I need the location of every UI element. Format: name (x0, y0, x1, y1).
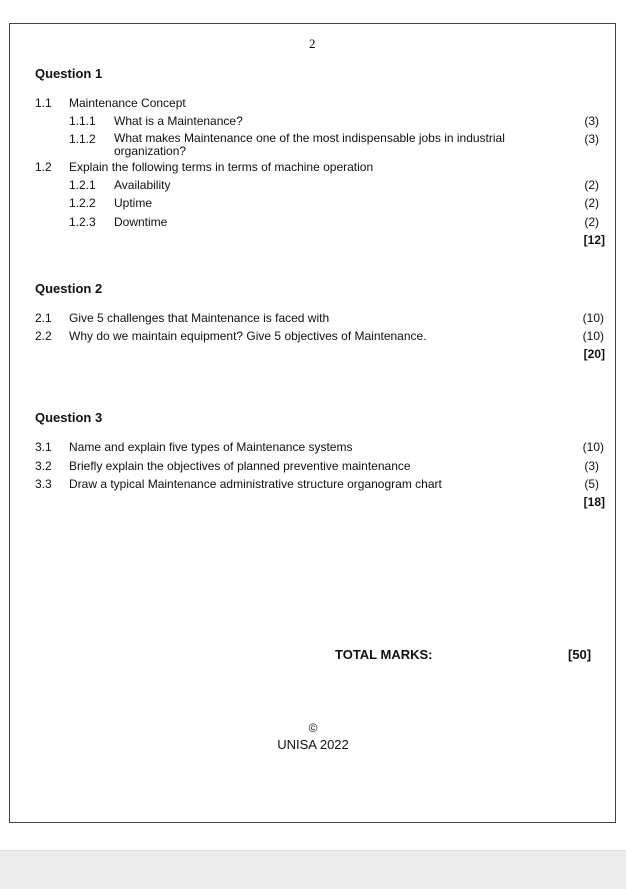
copyright-text: UNISA 2022 (277, 737, 349, 752)
item-text: Give 5 challenges that Maintenance is faced with (69, 311, 330, 325)
total-marks-label: TOTAL MARKS: (335, 647, 433, 662)
item-number: 2.1 (35, 311, 52, 325)
subitem-text: Uptime (114, 196, 153, 210)
item-number: 2.2 (35, 329, 52, 343)
item-number: 3.1 (35, 440, 52, 454)
question-2-title: Question 2 (35, 281, 103, 296)
copyright-symbol: © (308, 721, 318, 735)
question-1-total: [12] (583, 233, 605, 247)
item-mark: (2) (584, 196, 599, 210)
subitem-number: 1.2.3 (69, 215, 96, 229)
item-mark: (3) (584, 459, 599, 473)
item-text: Briefly explain the objectives of planned preventive maintenance (69, 459, 411, 473)
subitem-number: 1.1.2 (69, 132, 96, 146)
item-mark: (3) (584, 132, 599, 146)
item-mark: (10) (582, 440, 604, 454)
page-number: 2 (309, 36, 316, 51)
subitem-text: What is a Maintenance? (114, 114, 243, 128)
item-mark: (2) (584, 215, 599, 229)
question-2-total: [20] (583, 347, 605, 361)
question-3-total: [18] (583, 495, 605, 509)
subitem-text: Availability (114, 178, 171, 192)
viewer-bottom-bar (0, 850, 626, 889)
item-number: 3.3 (35, 477, 52, 491)
subitem-number: 1.2.1 (69, 178, 96, 192)
item-number: 3.2 (35, 459, 52, 473)
subitem-text: What makes Maintenance one of the most indispensable jobs in industrial organization? (114, 131, 505, 158)
item-mark: (2) (584, 178, 599, 192)
item-text: Why do we maintain equipment? Give 5 objectives of Maintenance. (69, 329, 427, 343)
item-text: Explain the following terms in terms of machine operation (69, 160, 374, 174)
question-3-title: Question 3 (35, 410, 103, 425)
subitem-number: 1.2.2 (69, 196, 96, 210)
item-mark: (5) (584, 477, 599, 491)
total-marks-value: [50] (568, 647, 592, 662)
item-text: Maintenance Concept (69, 96, 186, 110)
item-mark: (10) (582, 311, 604, 325)
item-mark: (10) (582, 329, 604, 343)
item-number: 1.2 (35, 160, 52, 174)
subitem-text: Downtime (114, 215, 168, 229)
item-text: Draw a typical Maintenance administrative structure organogram chart (69, 477, 442, 491)
subitem-number: 1.1.1 (69, 114, 96, 128)
item-number: 1.1 (35, 96, 52, 110)
item-mark: (3) (584, 114, 599, 128)
question-1-title: Question 1 (35, 66, 103, 81)
item-text: Name and explain five types of Maintenance systems (69, 440, 353, 454)
